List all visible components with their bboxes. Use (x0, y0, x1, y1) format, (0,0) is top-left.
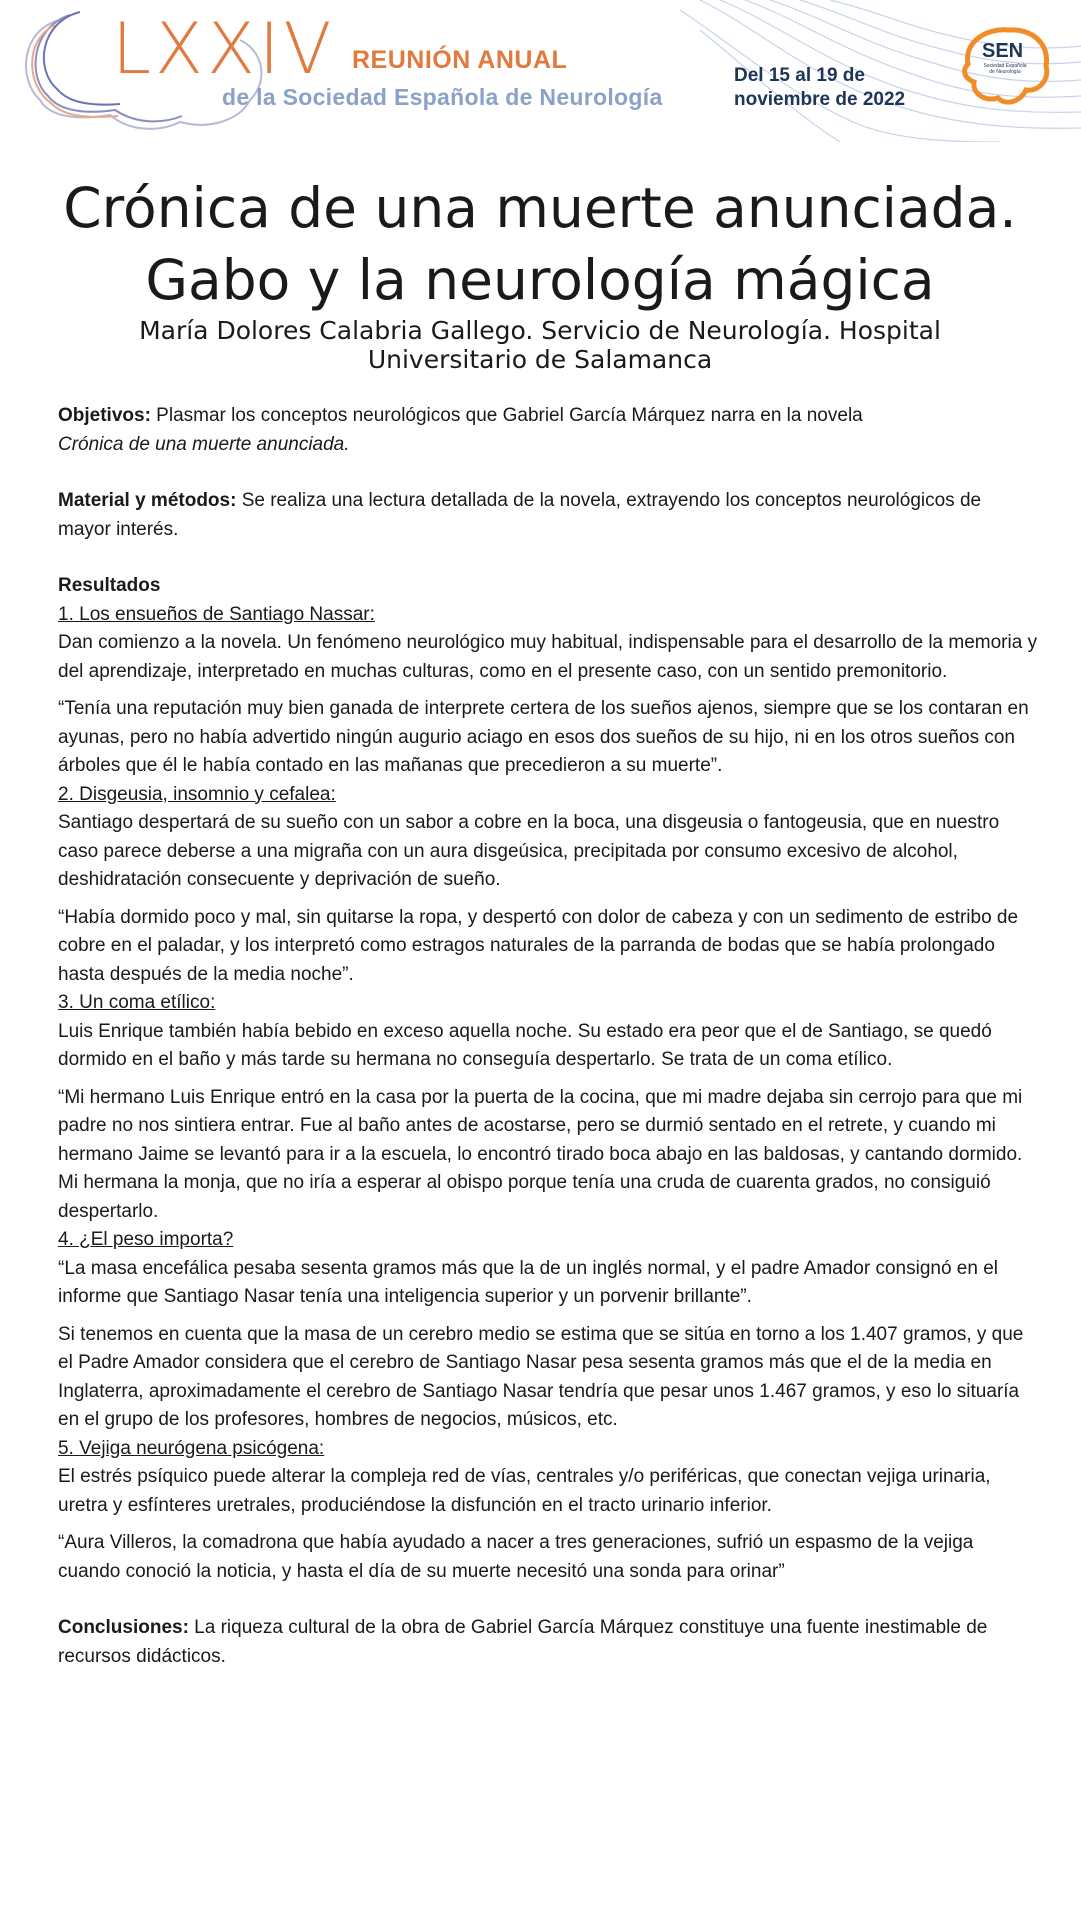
objectives-text: Plasmar los conceptos neurológicos que Gabriel García Márquez narra en la novela (150, 405, 863, 426)
conclusions-paragraph (58, 1614, 1038, 1671)
section-5-heading: 5. Vejiga neurógena psicógena: (58, 1437, 325, 1459)
author-line-2: Universitario de Salamanca (367, 345, 713, 374)
sen-logo (946, 20, 1066, 110)
section-1-body: Dan comienzo a la novela. Un fenómeno neurológico muy habitual, indispensable para el desarrollo de la memoria y del aprendizaje, interpretado en muchas culturas, como en el presente caso, con un sentido premonitorio. (58, 632, 1038, 682)
dates-line-2: noviembre de 2022 (734, 89, 906, 110)
section-2-quote: “Había dormido poco y mal, sin quitarse la ropa, y despertó con dolor de cabeza y con un sedimento de estribo de cobre en el paladar, y los interpretó como estragos naturales de la parranda de bodas que se había prolongado hasta después de la media noche”. (58, 906, 1019, 985)
author-line-1: María Dolores Calabria Gallego. Servicio de Neurología. Hospital (139, 316, 941, 345)
section-3-heading: 3. Un coma etílico: (58, 992, 216, 1013)
section-5-body: El estrés psíquico puede alterar la compleja red de vías, centrales y/o periféricas, que conectan vejiga urinaria, uretra y esfínteres uretrales, produciéndose la disfunción en el tracto urinario inferior. (58, 1466, 991, 1516)
author-affiliation (70, 316, 1010, 374)
poster-body (58, 402, 1038, 1671)
sen-logo-text: SEN (982, 40, 1024, 62)
results-heading: Resultados (58, 575, 161, 596)
section-2-body: Santiago despertará de su sueño con un sabor a cobre en la boca, una disgeusia o fantogeusia, que en nuestro caso parece deberse a una migraña con un aura disgeúsica, precipitada por consumo excesivo de alcohol, deshidratación consecuente y deprivación de sueño. (58, 812, 1000, 890)
section-4-quote: Si tenemos en cuenta que la masa de un cerebro medio se estima que se sitúa en torno a los 1.407 gramos, y que el Padre Amador considera que el cerebro de Santiago Nasar pesa sesenta gramos más que el de la media en Inglaterra, aproximadamente el cerebro de Santiago Nasar tendría que pesar unos 1.467 gramos, y eso lo situaría en el grupo de los profesores, hombres de negocios, músicos, etc. (58, 1323, 1024, 1430)
section-4-heading: 4. ¿El peso importa? (58, 1229, 234, 1250)
sen-logo-subtext: Sociedad Española de Neurología (983, 63, 1027, 75)
book-title: Crónica de una muerte anunciada. (58, 433, 350, 455)
meeting-name: REUNIÓN ANUAL (352, 46, 568, 74)
methods-label: Material y métodos: (58, 490, 237, 511)
title-line-2: Gabo y la neurología mágica (145, 248, 935, 312)
congress-banner (0, 0, 1081, 142)
section-3-quote: “Mi hermano Luis Enrique entró en la casa por la puerta de la cocina, que mi madre dejaba sin cerrojo para que mi padre no nos sintiera entrar. Fue al baño antes de acostarse, pero se durmió sentado en el retrete, y cuando mi hermano Jaime se levantó para ir a la escuela, lo encontró tirado boca abajo en las baldosas, y cantando dormido. Mi hermana la monja, que no iría a esperar al obispo porque tenía una cruda de cuarenta grados, no consiguió despertarlo. (58, 1086, 1023, 1222)
objectives-paragraph (58, 402, 1038, 459)
objectives-label: Objetivos: (58, 405, 151, 426)
section-5-quote: “Aura Villeros, la comadrona que había ayudado a nacer a tres generaciones, sufrió un espasmo de la vejiga cuando conoció la noticia, y hasta el día de su muerte necesitó una sonda para orinar” (58, 1532, 974, 1582)
section-2-heading: 2. Disgeusia, insomnio y cefalea: (58, 783, 336, 805)
methods-text: Se realiza una lectura detallada de la novela, extrayendo los conceptos neurológicos de mayor interés. (58, 490, 982, 540)
society-name: de la Sociedad Española de Neurología (222, 84, 663, 110)
poster-title (40, 172, 1040, 316)
dates-line-1: Del 15 al 19 de (734, 65, 865, 86)
edition-number: LXXIV (112, 8, 336, 90)
section-1-heading: 1. Los ensueños de Santiago Nassar: (58, 603, 375, 625)
methods-paragraph (58, 487, 1038, 544)
section-4-body: “La masa encefálica pesaba sesenta gramos más que la de un inglés normal, y el padre Amador consignó en el informe que Santiago Nasar tenía una inteligencia superior y un porvenir brillante”. (58, 1257, 998, 1307)
section-1-quote: “Tenía una reputación muy bien ganada de interprete certera de los sueños ajenos, siempre que se los contaran en ayunas, pero no había advertido ningún augurio aciago en esos dos sueños de su hijo, ni en los otros sueños con árboles que él le había contado en las mañanas que precedieron a su muerte”. (58, 698, 1029, 776)
conclusions-label: Conclusiones: (58, 1617, 189, 1638)
title-line-1: Crónica de una muerte anunciada. (63, 176, 1017, 240)
section-3-body: Luis Enrique también había bebido en exceso aquella noche. Su estado era peor que el de Santiago, se quedó dormido en el baño y más tarde su hermana no conseguía despertarlo. Se trata de un coma etílico. (58, 1020, 992, 1070)
conclusions-text: La riqueza cultural de la obra de Gabriel García Márquez constituye una fuente inestimable de recursos didácticos. (58, 1617, 988, 1667)
meeting-dates (734, 64, 905, 112)
